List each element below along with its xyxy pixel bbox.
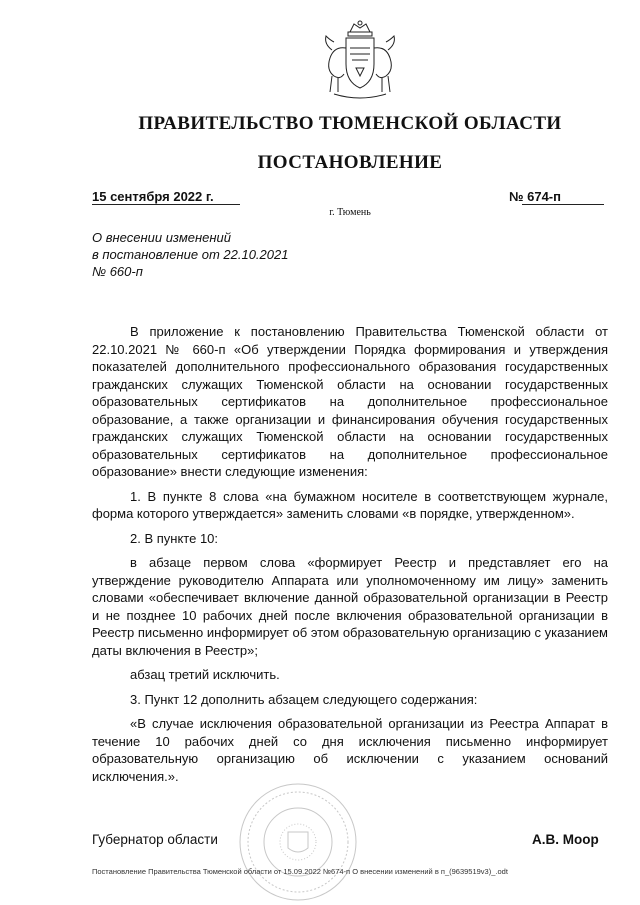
official-seal-icon (236, 780, 360, 904)
document-type: ПОСТАНОВЛЕНИЕ (257, 152, 443, 173)
city: г. Тюмень (329, 207, 371, 218)
document-body (92, 323, 608, 792)
body-paragraph: 1. В пункте 8 слова «на бумажном носителе в соответствующем журнале, форма которого утверждается» заменить словами «в порядке, утвержденном». (92, 488, 608, 521)
signatory-name: А.В. Моор (532, 832, 599, 847)
signatory-position: Губернатор области (92, 832, 218, 847)
date-underline (92, 204, 240, 205)
subject-line: № 660-п (92, 264, 143, 279)
footer-file-info: Постановление Правительства Тюменской области от 15.09.2022 №674-п О внесении изменений в п_(9639519v3)_.odt (92, 867, 508, 876)
body-paragraph: 3. Пункт 12 дополнить абзацем следующего содержания: (130, 691, 478, 707)
subject-line: О внесении изменений (92, 230, 231, 245)
coat-of-arms-icon (312, 18, 408, 104)
body-paragraph: абзац третий исключить. (130, 667, 280, 682)
organization-title: ПРАВИТЕЛЬСТВО ТЮМЕНСКОЙ ОБЛАСТИ (138, 113, 562, 134)
body-paragraph: в абзаце первом слова «формирует Реестр и представляет его на утверждение руководителю Аппарата или уполномоченному им лицу» заменить словами «обеспечивает включение данной образовательной организации в Реестр и не позднее 10 рабочих дней после включения образовательной организации в Реестр письменно информирует об этом образовательную организацию с указанием даты включения в Реестр»; (92, 555, 608, 658)
body-paragraph: «В случае исключения образовательной организации из Реестра Аппарат в течение 10 рабочих дней со дня исключения письменно информирует образовательную организацию об исключении с указанием оснований исключения.». (92, 716, 608, 784)
document-date: 15 сентября 2022 г. (92, 189, 214, 204)
subject-line: в постановление от 22.10.2021 (92, 247, 289, 262)
number-underline (522, 204, 604, 205)
document-number: № 674-п (509, 189, 561, 204)
body-paragraph: В приложение к постановлению Правительства Тюменской области от 22.10.2021 № 660-п «Об утверждении Порядка формирования и утверждения показателей дополнительного профессионального образования государственных гражданских служащих Тюменской области на основании государственных образовательных сертификатов на дополнительное профессиональное образование, а также организации и финансирования обучения государственных гражданских служащих Тюменской области на основании государственных образовательных сертификатов на дополнительное профессиональное образование» внести следующие изменения: (92, 324, 608, 479)
subject-block (92, 229, 288, 280)
body-paragraph: 2. В пункте 10: (130, 530, 219, 546)
